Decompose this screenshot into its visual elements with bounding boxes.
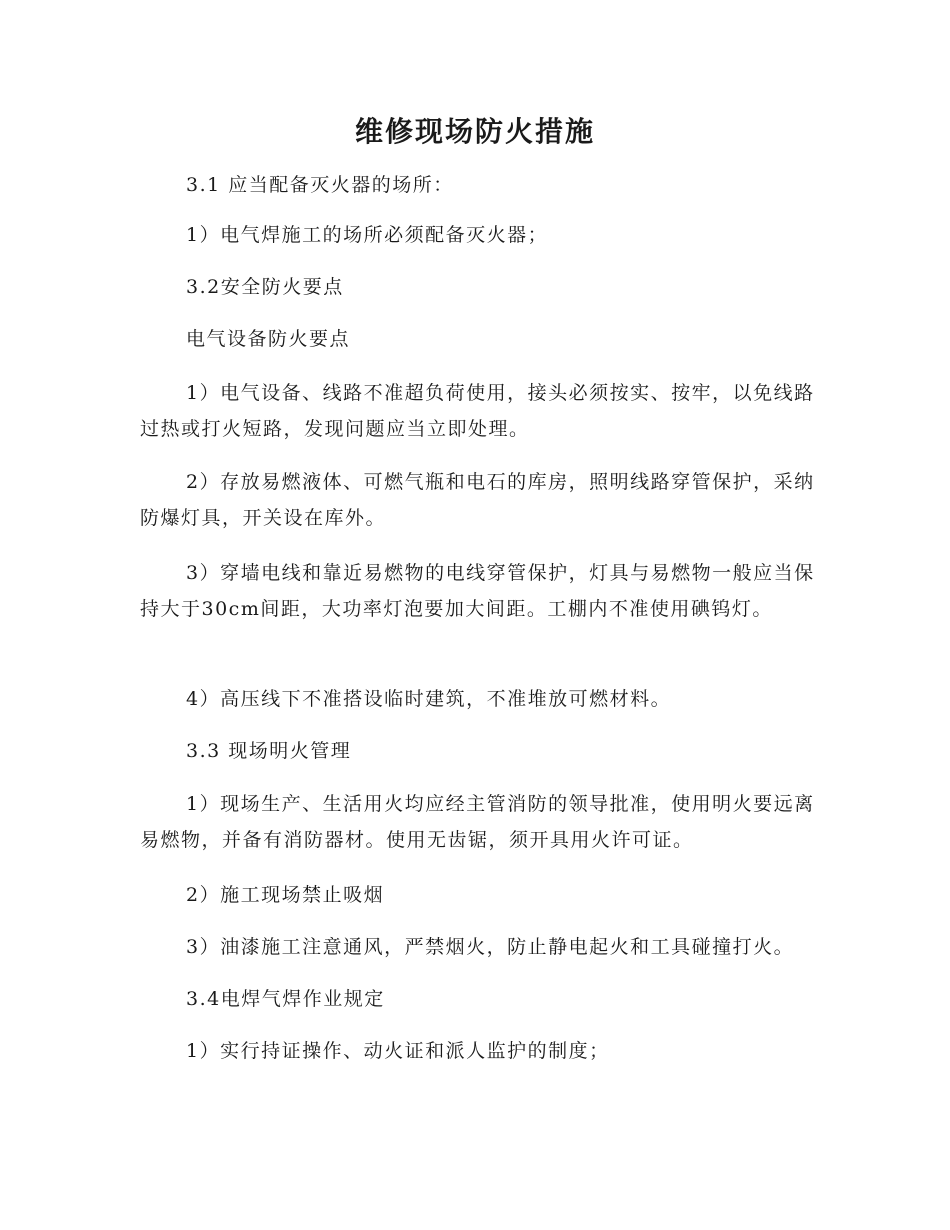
paragraph-3-2-item-2: 2）存放易燃液体、可燃气瓶和电石的库房，照明线路穿管保护，采纳防爆灯具，开关设在库外。 — [140, 471, 815, 529]
paragraph-3-2-heading: 3.2安全防火要点 — [186, 276, 344, 298]
paragraph-3-3-item-2: 2）施工现场禁止吸烟 — [186, 884, 385, 906]
paragraph-3-1-heading: 3.1 应当配备灭火器的场所： — [186, 174, 454, 196]
paragraph-3-3-item-1: 1）现场生产、生活用火均应经主管消防的领导批准，使用明火要远离易燃物，并备有消防器材。使用无齿锯，须开具用火许可证。 — [140, 793, 815, 851]
document-title: 维修现场防火措施 — [354, 115, 595, 148]
paragraph-3-2-item-3: 3）穿墙电线和靠近易燃物的电线穿管保护，灯具与易燃物一般应当保持大于30cm间距，大功率灯泡要加大间距。工棚内不准使用碘钨灯。 — [140, 562, 815, 620]
paragraph-3-4-heading: 3.4电焊气焊作业规定 — [186, 988, 385, 1010]
paragraph-3-2-item-1: 1）电气设备、线路不准超负荷使用，接头必须按实、按牢，以免线路过热或打火短路，发现问题应当立即处理。 — [140, 382, 815, 440]
paragraph-electrical-subheading: 电气设备防火要点 — [186, 328, 351, 350]
paragraph-3-1-item-1: 1）电气焊施工的场所必须配备灭火器； — [186, 224, 549, 246]
paragraph-3-3-item-3: 3）油漆施工注意通风，严禁烟火，防止静电起火和工具碰撞打火。 — [186, 936, 795, 958]
paragraph-3-4-item-1: 1）实行持证操作、动火证和派人监护的制度； — [186, 1040, 610, 1062]
paragraph-3-2-item-4: 4）高压线下不准搭设临时建筑，不准堆放可燃材料。 — [186, 688, 672, 710]
paragraph-3-3-heading: 3.3 现场明火管理 — [186, 740, 352, 762]
